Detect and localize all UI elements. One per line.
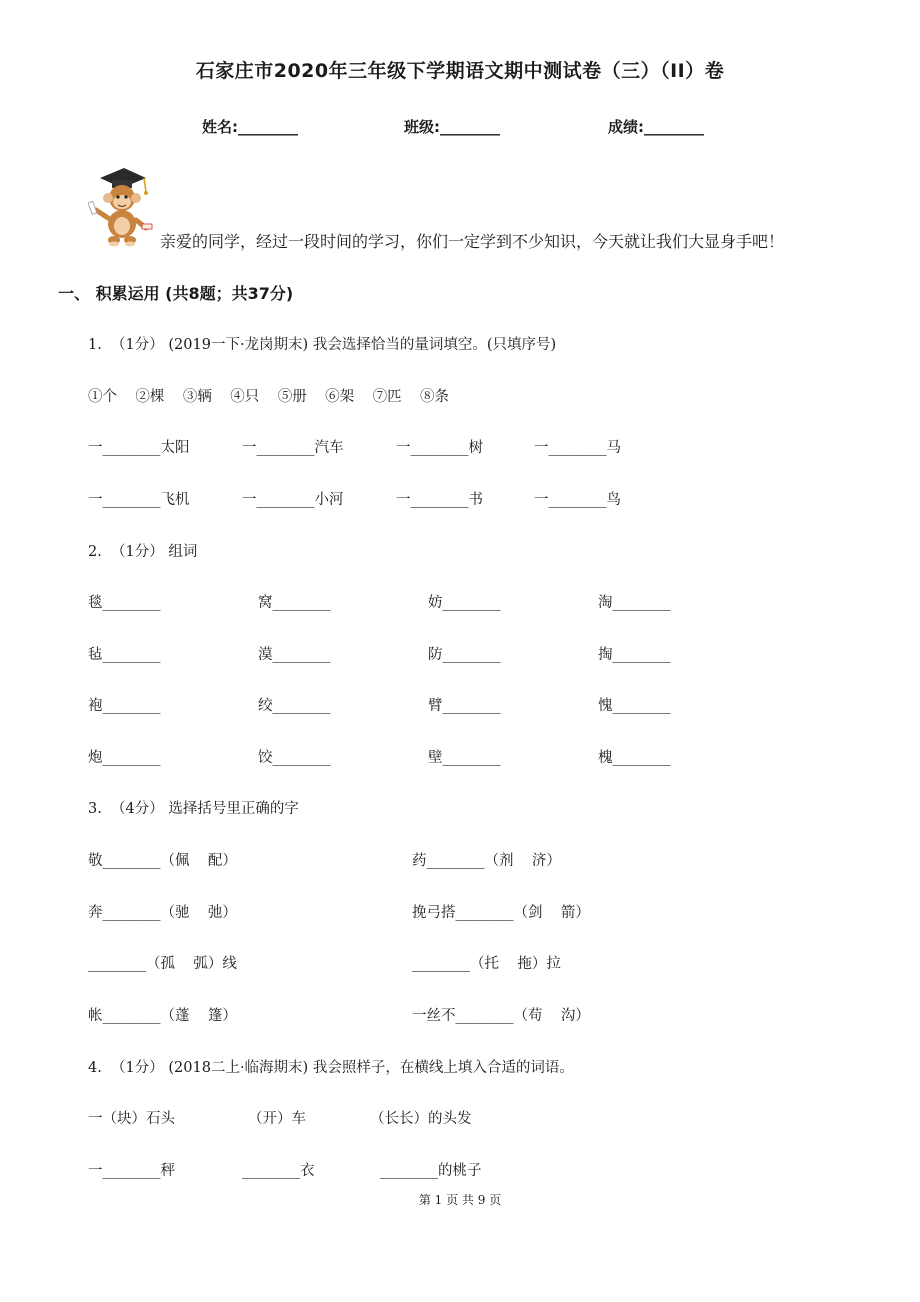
q1-blank[interactable]: 一________汽车 bbox=[242, 440, 344, 456]
q4-blank[interactable]: 一________秤 bbox=[88, 1163, 175, 1179]
q3-stem: 3. （4分） 选择括号里正确的字 bbox=[88, 801, 299, 817]
q1-blank[interactable]: 一________书 bbox=[396, 492, 483, 508]
q2-blank[interactable]: 淘________ bbox=[598, 595, 671, 611]
q2-blank[interactable]: 毯________ bbox=[88, 595, 161, 611]
q2-blank[interactable]: 饺________ bbox=[258, 750, 331, 766]
q2-blank[interactable]: 毡________ bbox=[88, 647, 161, 663]
q2-blank[interactable]: 掏________ bbox=[598, 647, 671, 663]
q2-blank[interactable]: 漠________ bbox=[258, 647, 331, 663]
q3-choice[interactable]: 一丝不________（苟 沟） bbox=[412, 1008, 590, 1024]
q2-blank[interactable]: 槐________ bbox=[598, 750, 671, 766]
q4-stem: 4. （1分） (2018二上·临海期末) 我会照样子，在横线上填入合适的词语。 bbox=[88, 1060, 574, 1076]
class-field: 班级:________ bbox=[404, 118, 500, 136]
q1-stem: 1. （1分） (2019一下·龙岗期末) 我会选择恰当的量词填空。(只填序号) bbox=[88, 337, 557, 353]
q4-example: （长长）的头发 bbox=[370, 1111, 472, 1127]
page-title: 石家庄市2020年三年级下学期语文期中测试卷（三）（II）卷 bbox=[195, 60, 725, 82]
q1-blank[interactable]: 一________小河 bbox=[242, 492, 344, 508]
q3-choice[interactable]: ________（孤 弧）线 bbox=[88, 956, 237, 972]
mascot-monkey-graduate-illustration bbox=[86, 166, 156, 250]
q2-blank[interactable]: 袍________ bbox=[88, 698, 161, 714]
q2-blank[interactable]: 壁________ bbox=[428, 750, 501, 766]
q3-choice[interactable]: ________（托 拖）拉 bbox=[412, 956, 561, 972]
score-field: 成绩:________ bbox=[608, 118, 704, 136]
page-footer: 第 1 页 共 9 页 bbox=[418, 1193, 502, 1207]
q4-blank[interactable]: ________衣 bbox=[242, 1163, 315, 1179]
q2-blank[interactable]: 绞________ bbox=[258, 698, 331, 714]
q2-blank[interactable]: 窝________ bbox=[258, 595, 331, 611]
q1-blank[interactable]: 一________树 bbox=[396, 440, 483, 456]
q1-blank[interactable]: 一________鸟 bbox=[534, 492, 621, 508]
q1-options: ①个 ②棵 ③辆 ④只 ⑤册 ⑥架 ⑦匹 ⑧条 bbox=[88, 389, 450, 405]
q2-blank[interactable]: 愧________ bbox=[598, 698, 671, 714]
section-heading: 一、 积累运用 (共8题；共37分) bbox=[58, 284, 294, 303]
q4-blank[interactable]: ________的桃子 bbox=[380, 1163, 482, 1179]
q2-blank[interactable]: 防________ bbox=[428, 647, 501, 663]
q3-choice[interactable]: 敬________（佩 配） bbox=[88, 853, 237, 869]
q1-blank[interactable]: 一________太阳 bbox=[88, 440, 190, 456]
q2-blank[interactable]: 臂________ bbox=[428, 698, 501, 714]
name-field: 姓名:________ bbox=[202, 118, 298, 136]
greeting-text: 亲爱的同学，经过一段时间的学习，你们一定学到不少知识，今天就让我们大显身手吧！ bbox=[160, 232, 785, 251]
q1-blank[interactable]: 一________马 bbox=[534, 440, 621, 456]
q4-example: （开）车 bbox=[248, 1111, 306, 1127]
q3-choice[interactable]: 帐________（蓬 篷） bbox=[88, 1008, 237, 1024]
q2-blank[interactable]: 炮________ bbox=[88, 750, 161, 766]
q2-stem: 2. （1分） 组词 bbox=[88, 544, 198, 560]
q1-blank[interactable]: 一________飞机 bbox=[88, 492, 190, 508]
q3-choice[interactable]: 挽弓搭________（剑 箭） bbox=[412, 905, 590, 921]
q3-choice[interactable]: 奔________（驰 弛） bbox=[88, 905, 237, 921]
q4-example: 一（块）石头 bbox=[88, 1111, 175, 1127]
q2-blank[interactable]: 妨________ bbox=[428, 595, 501, 611]
q3-choice[interactable]: 药________（剂 济） bbox=[412, 853, 561, 869]
